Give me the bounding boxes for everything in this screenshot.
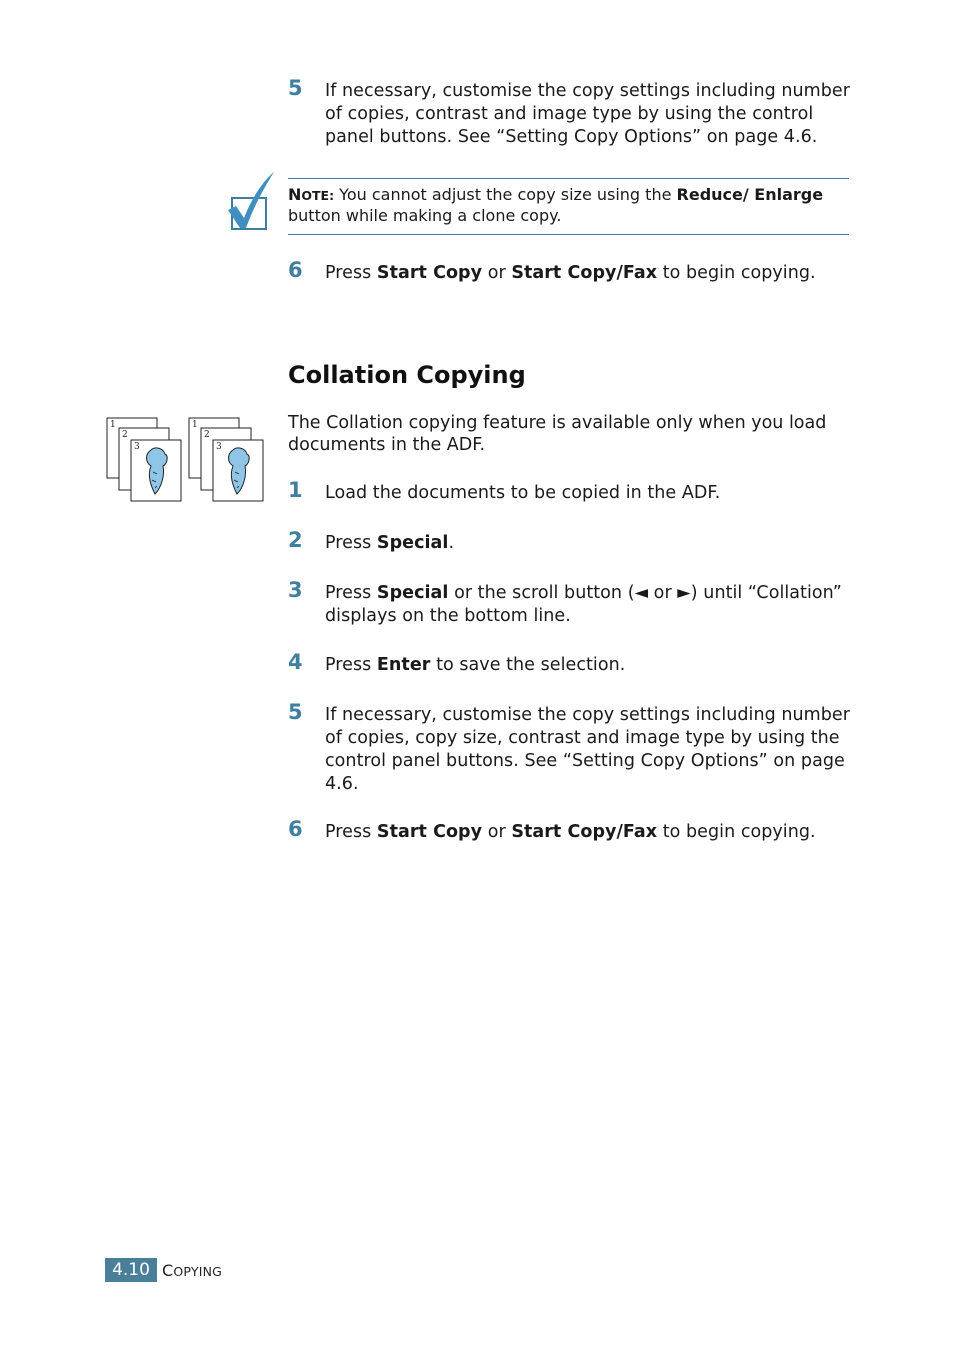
step-2 (288, 528, 858, 555)
collated-pages-icon (105, 416, 267, 506)
page-label: 1 (192, 420, 198, 430)
step-text: Load the documents to be copied in the ADF. (325, 483, 721, 503)
checkmark-icon (224, 168, 278, 234)
section-intro: The Collation copying feature is available only when you load documents in the ADF. (288, 413, 827, 455)
step-4 (288, 650, 858, 677)
page-label: 2 (204, 430, 210, 440)
page-label: 3 (134, 442, 140, 452)
step-text: Press Enter to save the selection. (325, 655, 626, 675)
step-number: 5 (288, 700, 303, 724)
page-label: 2 (122, 430, 128, 440)
step-number: 3 (288, 578, 303, 602)
step-number: 2 (288, 528, 303, 552)
page-label: 1 (110, 420, 116, 430)
step-6 (288, 817, 858, 844)
step-text: Press Special. (325, 533, 455, 553)
step-5 (288, 700, 858, 796)
page-label: 3 (216, 442, 222, 452)
reduce-enlarge-label: Reduce/ Enlarge (676, 185, 824, 204)
step-number: 6 (288, 817, 303, 841)
step-6-top (288, 258, 858, 285)
note-label: NOTE: (288, 185, 335, 204)
page-number-badge: 4.10 (105, 1258, 157, 1282)
chapter-title: COPYING (162, 1261, 223, 1280)
step-number: 6 (288, 258, 303, 282)
step-3 (288, 578, 858, 628)
step-text: Press Start Copy or Start Copy/Fax to begin copying. (325, 822, 816, 842)
note-text: NOTE: You cannot adjust the copy size using the Reduce/ Enlarge button while making a clone copy. (288, 185, 824, 225)
section-title: Collation Copying (288, 361, 526, 389)
step-number: 5 (288, 76, 303, 100)
step-1 (288, 478, 858, 505)
step-text: If necessary, customise the copy settings including number of copies, contrast and image type by using the control panel buttons. See “Setting Copy Options” on page 4.6. (325, 81, 850, 147)
step-text: Press Start Copy or Start Copy/Fax to begin copying. (325, 263, 816, 283)
note-box (288, 178, 849, 235)
step-text: Press Special or the scroll button (◄ or ►) until “Collation” displays on the bottom line. (325, 583, 842, 626)
step-number: 1 (288, 478, 303, 502)
step-5-top (288, 76, 858, 149)
step-number: 4 (288, 650, 303, 674)
step-text: If necessary, customise the copy settings including number of copies, copy size, contrast and image type by using the control panel buttons. See “Setting Copy Options” on page 4.6. (325, 705, 850, 794)
